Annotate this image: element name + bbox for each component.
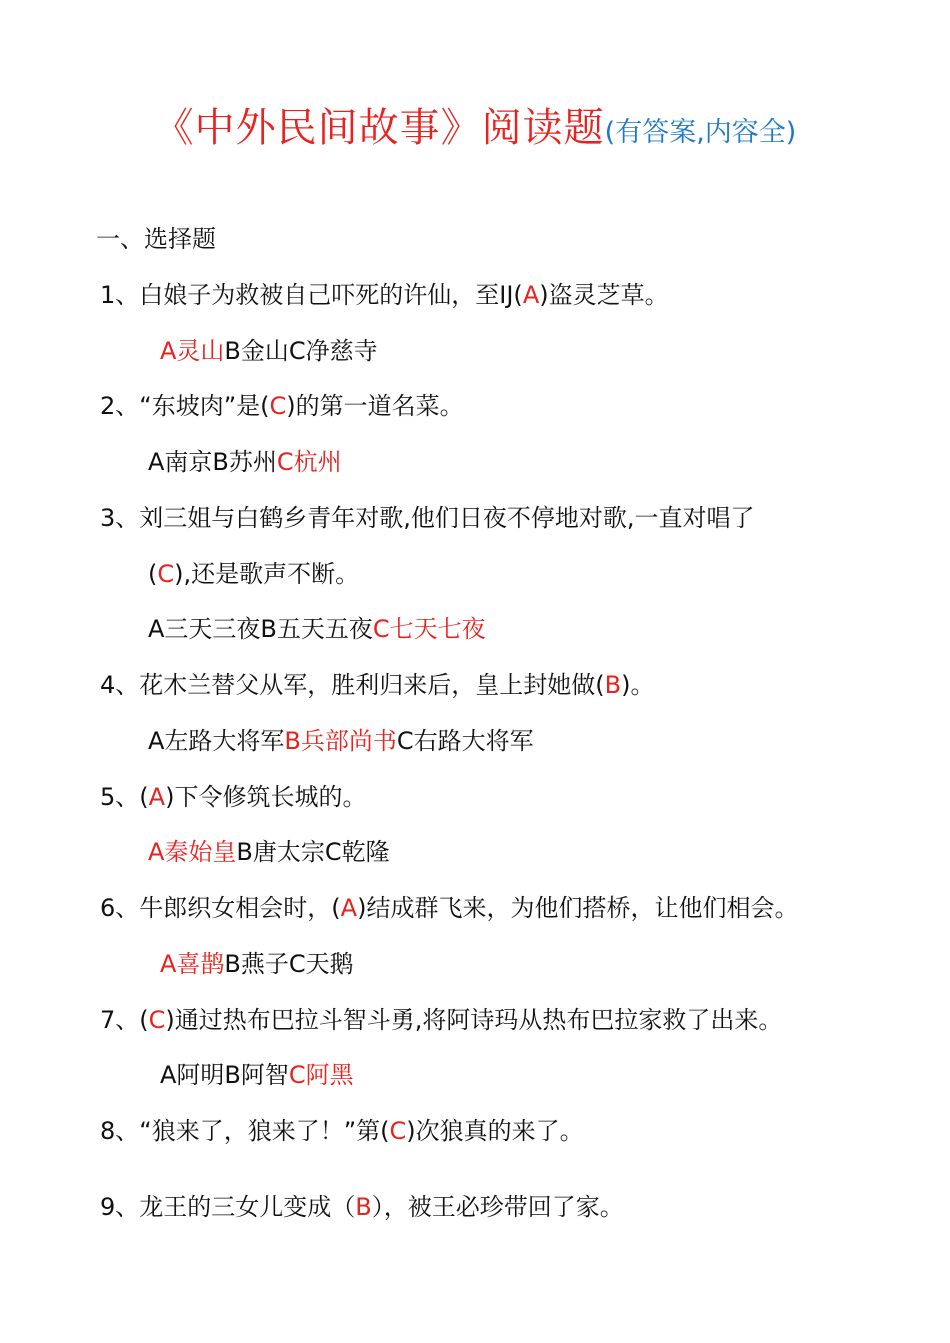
question-text: 龙王的三女儿变成（ [139, 1193, 356, 1221]
question-number: 4、 [100, 671, 140, 699]
answer-letter: B [355, 1193, 372, 1221]
option-b: B兵部尚书 [284, 727, 397, 755]
question-text: “狼来了，狼来了！”第( [139, 1117, 390, 1145]
question-3 [100, 503, 755, 533]
question-3-continued [148, 559, 359, 589]
question-text: “东坡肉”是( [139, 392, 270, 420]
option-a: A喜鹊 [160, 950, 225, 978]
question-6 [100, 893, 798, 923]
options-7 [160, 1060, 354, 1090]
title-main: 《中外民间故事》阅读题 [153, 105, 605, 151]
title-subtitle: (有答案,内容全) [604, 117, 797, 148]
option-a: A阿明 [160, 1061, 225, 1089]
question-text: )盗灵芝草。 [539, 281, 669, 309]
options-5 [148, 837, 390, 867]
option-a: A秦始皇 [148, 838, 237, 866]
options-3 [148, 614, 486, 644]
question-2 [100, 391, 464, 421]
option-a: A灵山 [160, 337, 225, 365]
answer-letter: C [148, 1006, 166, 1034]
option-b: B五天五夜 [260, 615, 373, 643]
question-text: )通过热布巴拉斗智斗勇,将阿诗玛从热布巴拉家救了出来。 [165, 1006, 783, 1034]
option-c: C右路大将军 [396, 727, 534, 755]
question-text: ( [139, 1006, 149, 1034]
option-c: C净慈寺 [288, 337, 378, 365]
option-c: C七天七夜 [372, 615, 486, 643]
question-number: 1、 [100, 281, 140, 309]
options-2 [148, 447, 342, 477]
document-title [0, 96, 950, 153]
question-text: )下令修筑长城的。 [165, 783, 367, 811]
question-4 [100, 670, 655, 700]
question-text: 牛郎织女相会时，( [139, 894, 341, 922]
question-number: 3、 [100, 504, 140, 532]
question-text: 白娘子为救被自己吓死的许仙，至IJ( [139, 281, 523, 309]
question-number: 6、 [100, 894, 140, 922]
question-text: )。 [621, 671, 655, 699]
question-text: 花木兰替父从军，胜利归来后，皇上封她做( [139, 671, 605, 699]
question-text: )次狼真的来了。 [406, 1117, 584, 1145]
question-number: 5、 [100, 783, 140, 811]
options-1 [160, 336, 378, 366]
option-b: B唐太宗 [236, 838, 325, 866]
option-a: A左路大将军 [148, 727, 285, 755]
question-9 [100, 1192, 624, 1222]
option-c: C天鹅 [288, 950, 354, 978]
option-b: B金山 [224, 337, 289, 365]
answer-letter: A [522, 281, 540, 309]
question-text: )结成群飞来，为他们搭桥，让他们相会。 [357, 894, 799, 922]
option-c: C乾隆 [324, 838, 390, 866]
option-b: B苏州 [212, 448, 277, 476]
question-text: ），被王必珍带回了家。 [371, 1193, 624, 1221]
options-4 [148, 726, 534, 756]
question-5 [100, 782, 366, 812]
answer-letter: C [157, 560, 175, 588]
option-c: C阿黑 [288, 1061, 354, 1089]
option-b: B阿智 [224, 1061, 289, 1089]
option-a: A南京 [148, 448, 213, 476]
answer-letter: C [269, 392, 287, 420]
question-7 [100, 1005, 782, 1035]
option-b: B燕子 [224, 950, 289, 978]
answer-letter: A [340, 894, 358, 922]
question-number: 8、 [100, 1117, 140, 1145]
section-heading: 一、选择题 [96, 225, 216, 253]
question-text: ( [148, 560, 158, 588]
question-text: ( [139, 783, 149, 811]
question-number: 2、 [100, 392, 140, 420]
answer-letter: C [389, 1117, 407, 1145]
question-number: 9、 [100, 1193, 140, 1221]
option-a: A三天三夜 [148, 615, 261, 643]
question-text: )的第一道名菜。 [286, 392, 464, 420]
option-c: C杭州 [276, 448, 342, 476]
answer-letter: A [148, 783, 166, 811]
question-8 [100, 1116, 584, 1146]
answer-letter: B [604, 671, 622, 699]
options-6 [160, 949, 354, 979]
question-number: 7、 [100, 1006, 140, 1034]
question-text: 刘三姐与白鹤乡青年对歌,他们日夜不停地对歌,一直对唱了 [139, 504, 755, 532]
question-1 [100, 280, 669, 310]
question-text: ),还是歌声不断。 [174, 560, 360, 588]
